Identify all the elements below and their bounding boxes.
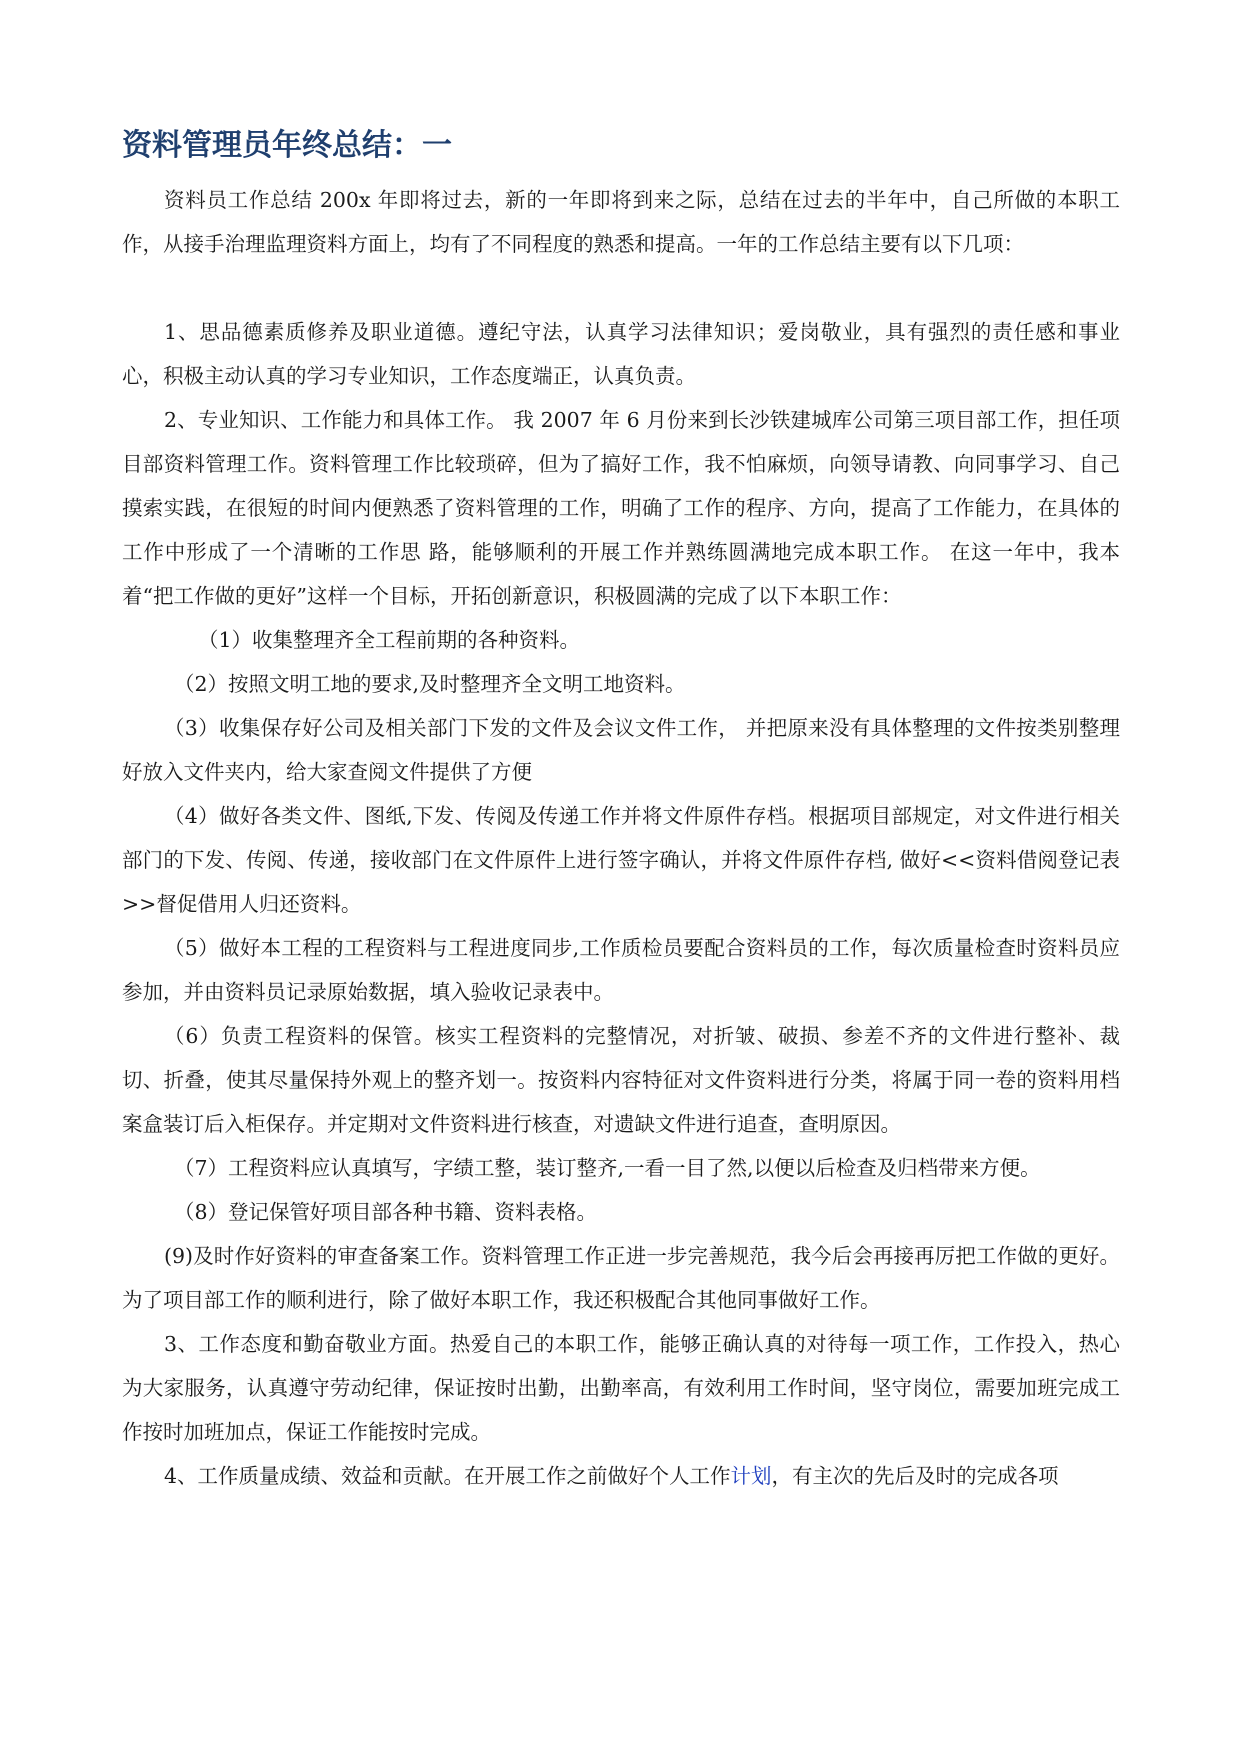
section-4-text-end: ，有主次的先后及时的完成各项 xyxy=(771,1464,1059,1488)
section-4-text-start: 4、工作质量成绩、效益和贡献。在开展工作之前做好个人工作 xyxy=(164,1464,731,1488)
list-item-5: （5）做好本工程的工程资料与工程进度同步,工作质检员要配合资料员的工作，每次质量检查时资料员应参加，并由资料员记录原始数据，填入验收记录表中。 xyxy=(122,936,1120,1004)
intro-paragraph: 资料员工作总结 200x 年即将过去，新的一年即将到来之际，总结在过去的半年中，自己所做的本职工作，从接手治理监理资料方面上，均有了不同程度的熟悉和提高。一年的工作总结主要有以下几项： xyxy=(122,188,1120,256)
list-item-3: （3）收集保存好公司及相关部门下发的文件及会议文件工作， 并把原来没有具体整理的文件按类别整理好放入文件夹内，给大家查阅文件提供了方便 xyxy=(122,716,1120,784)
list-item-4: （4）做好各类文件、图纸,下发、传阅及传递工作并将文件原件存档。根据项目部规定，对文件进行相关部门的下发、传阅、传递，接收部门在文件原件上进行签字确认，并将文件原件存档, 做好<<资料借阅登记表>>督促借用人归还资料。 xyxy=(122,804,1120,916)
section-1-paragraph: 1、思品德素质修养及职业道德。遵纪守法，认真学习法律知识；爱岗敬业，具有强烈的责任感和事业心，积极主动认真的学习专业知识，工作态度端正，认真负责。 xyxy=(122,320,1120,388)
section-3-paragraph: 3、工作态度和勤奋敬业方面。热爱自己的本职工作，能够正确认真的对待每一项工作，工作投入，热心为大家服务，认真遵守劳动纪律，保证按时出勤，出勤率高，有效利用工作时间，坚守岗位，需要加班完成工作按时加班加点，保证工作能按时完成。 xyxy=(122,1332,1120,1444)
list-item-7: （7）工程资料应认真填写，字绩工整，装订整齐,一看一目了然,以便以后检查及归档带来方便。 xyxy=(174,1156,1041,1180)
section-2-paragraph: 2、专业知识、工作能力和具体工作。 我 2007 年 6 月份来到长沙铁建城库公司第三项目部工作，担任项目部资料管理工作。资料管理工作比较琐碎，但为了搞好工作，我不怕麻烦，向领导请教、向同事学习、自己摸索实践，在很短的时间内便熟悉了资料管理的工作，明确了工作的程序、方向，提高了工作能力，在具体的工作中形成了一个清晰的工作思 路，能够顺利的开展工作并熟练圆满地完成本职工作。 在这一年中，我本着“把工作做的更好”这样一个目标，开拓创新意识，积极圆满的完成了以下本职工作： xyxy=(122,408,1120,608)
plan-link[interactable]: 计划 xyxy=(730,1464,772,1488)
document-title: 资料管理员年终总结：一 xyxy=(122,128,452,163)
document-body xyxy=(122,178,1120,1498)
list-item-2: （2）按照文明工地的要求,及时整理齐全文明工地资料。 xyxy=(174,672,686,696)
list-item-8: （8）登记保管好项目部各种书籍、资料表格。 xyxy=(174,1200,598,1224)
list-item-9: (9)及时作好资料的审查备案工作。资料管理工作正进一步完善规范，我今后会再接再厉把工作做的更好。为了项目部工作的顺利进行，除了做好本职工作，我还积极配合其他同事做好工作。 xyxy=(122,1244,1120,1312)
list-item-1: （1）收集整理齐全工程前期的各种资料。 xyxy=(198,628,581,652)
list-item-6: （6）负责工程资料的保管。核实工程资料的完整情况，对折皱、破损、参差不齐的文件进行整补、裁切、折叠，使其尽量保持外观上的整齐划一。按资料内容特征对文件资料进行分类，将属于同一卷的资料用档案盒装订后入柜保存。并定期对文件资料进行核查，对遗缺文件进行追查，查明原因。 xyxy=(122,1024,1120,1136)
section-4-paragraph xyxy=(122,1454,1120,1498)
